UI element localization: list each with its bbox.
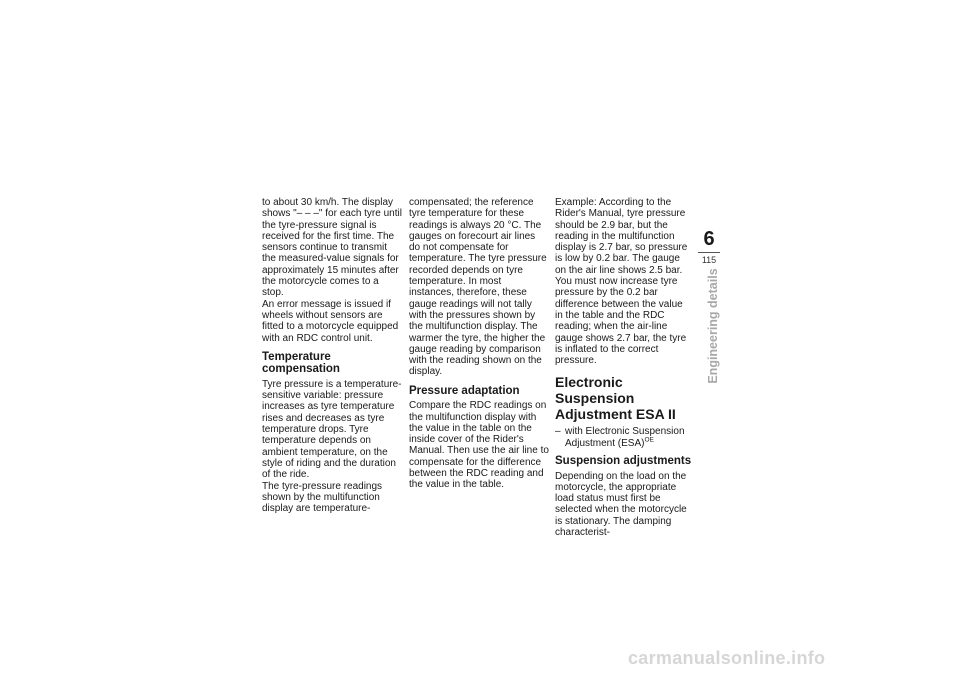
list-item	[555, 426, 693, 449]
paragraph: Tyre pressure is a temperature-sensitive variable: pressure increases as tyre temperature rises and decreases as tyre temperature drops. Tyre temperature depends on ambient temperature, on the style of riding and the duration of the ride.	[262, 378, 402, 481]
text-column-2	[409, 197, 549, 491]
section-title-vertical: Engineering details	[706, 268, 720, 384]
watermark: carmanualsonline.info	[628, 648, 826, 668]
text-column-1	[262, 197, 402, 514]
heading-suspension-adjustments: Suspension adjustments	[555, 455, 692, 468]
heading-esa: Electronic Suspension Adjustment ESA II	[555, 374, 676, 423]
heading-temperature-compensation: Temperature compensation	[262, 350, 340, 376]
chapter-number: 6	[703, 228, 715, 250]
list-item-text: with Electronic Suspension Adjustment (ESA)$^{OE}$	[565, 426, 685, 449]
heading-pressure-adaptation: Pressure adaptation	[409, 384, 520, 397]
dash-bullet: –	[555, 426, 561, 438]
paragraph: Depending on the load on the motorcycle, the appropriate load status must first be selected when the motorcycle is stationary. The damping characterist-	[555, 470, 687, 539]
text-column-3	[555, 197, 693, 538]
paragraph: An error message is issued if wheels without sensors are fitted to a motorcycle equipped with an RDC control unit.	[262, 298, 399, 344]
paragraph: to about 30 km/h. The display shows "– – –" for each tyre until the tyre-pressure signal is received for the first time. The sensors continue to transmit the measured-value signals for approximately 15 minutes after the motorcycle comes to a stop.	[262, 197, 402, 299]
oe-superscript: OE	[644, 436, 654, 444]
paragraph: Compare the RDC readings on the multifunction display with the value in the table on the inside cover of the Rider's Manual. Then use the air line to compensate for the difference between the RDC reading and the value in the table.	[409, 400, 549, 491]
paragraph: compensated; the reference tyre temperature for these readings is always 20 °C. The gauges on forecourt air lines do not compensate for temperature. The tyre pressure recorded depends on tyre temperature. In most instances, therefore, these gauge readings will not tally with the pressures shown by the multifunction display. The warmer the tyre, the higher the gauge reading by comparison with the reading shown on the display.	[409, 197, 547, 378]
chapter-tab	[698, 228, 720, 268]
paragraph: Example: According to the Rider's Manual, tyre pressure should be 2.9 bar, but the reading in the multifunction display is 2.7 bar, so pressure is low by 0.2 bar. The gauge on the air line shows 2.5 bar. You must now increase tyre pressure by the 0.2 bar difference between the value in the table and the RDC reading; when the air-line gauge shows 2.7 bar, the tyre is inflated to the correct pressure.	[555, 197, 688, 367]
page-number: 115	[701, 255, 717, 265]
paragraph: The tyre-pressure readings shown by the multifunction display are temperature-	[262, 480, 383, 515]
chapter-divider	[698, 252, 720, 253]
